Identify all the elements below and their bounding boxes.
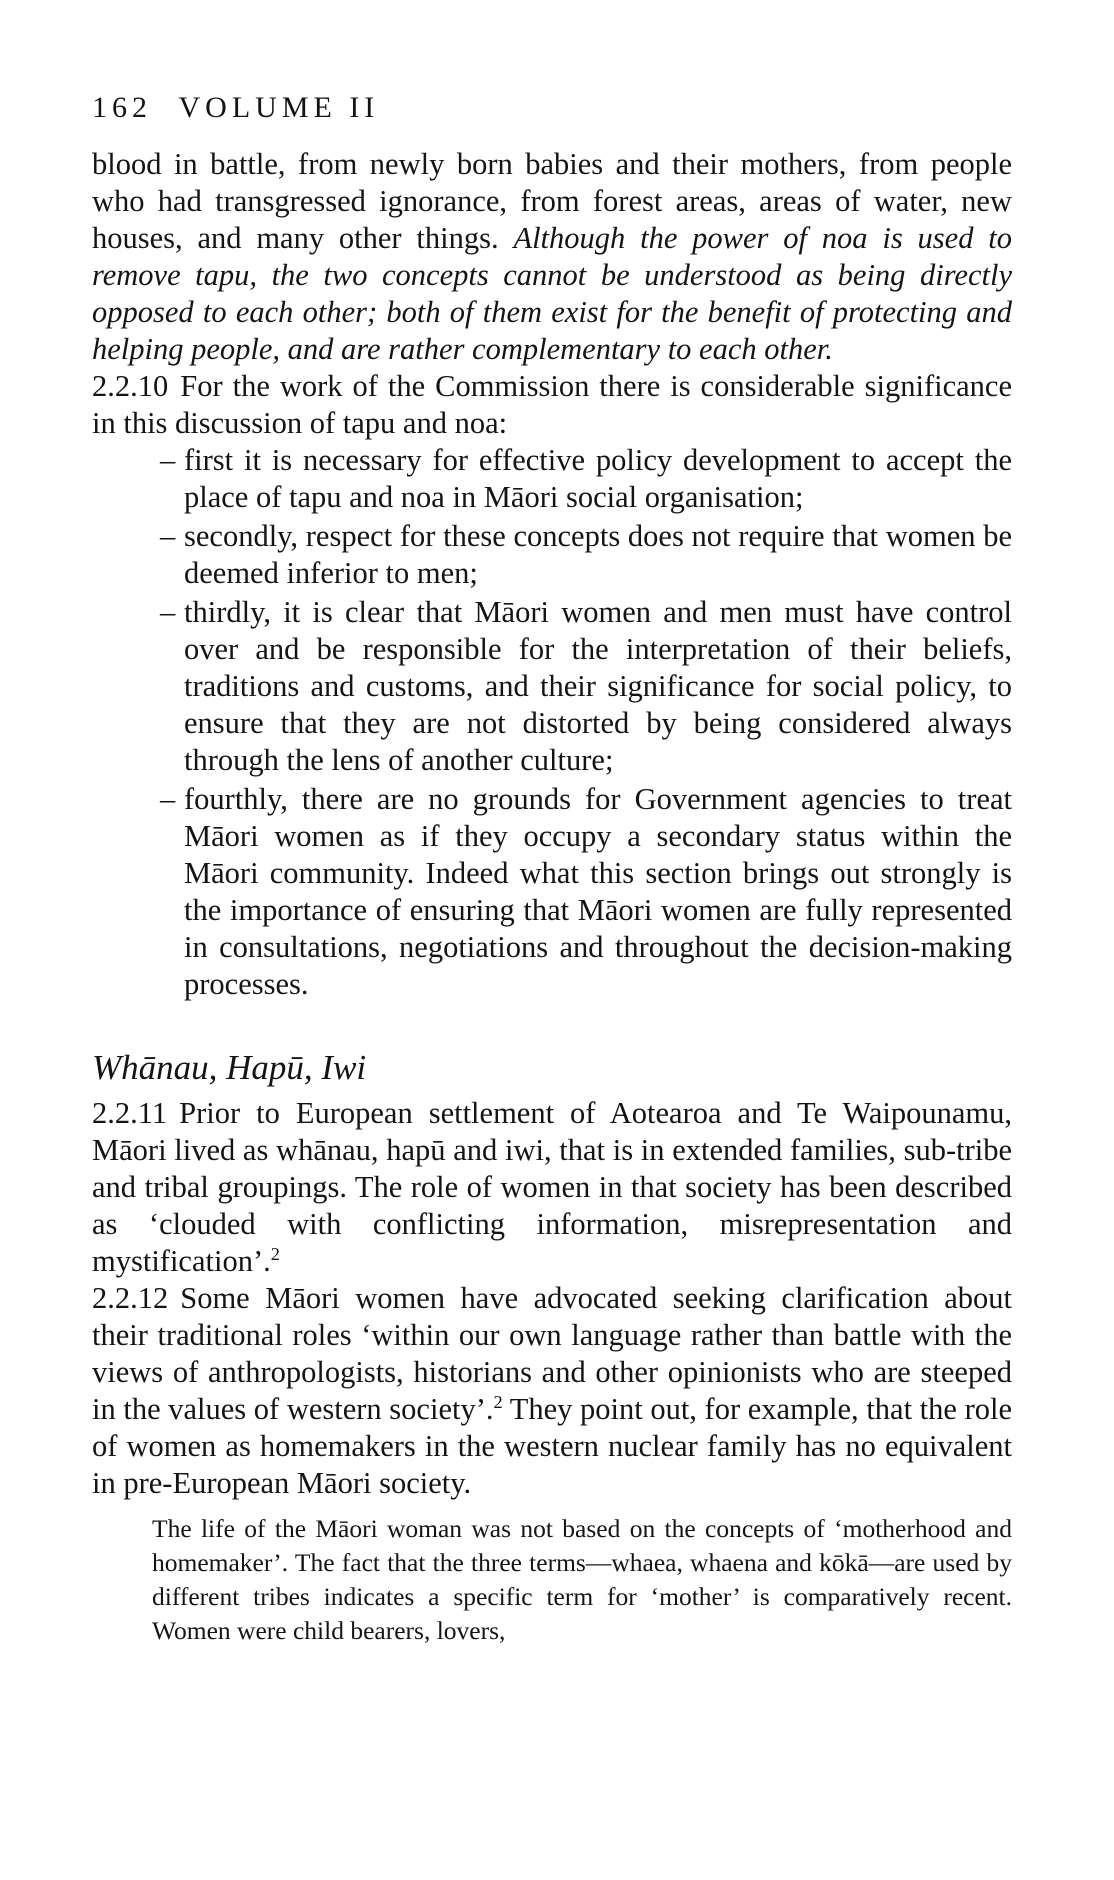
paragraph-2-2-12 <box>92 1280 1012 1502</box>
paragraph-emphasis: Although the power of noa is used to remove tapu, the two concepts cannot be understood as being directly opposed to each other; both of them exist for the benefit of protecting and helping people, and are rather complementary to each other. <box>92 221 1012 366</box>
footnote-ref: 2 <box>270 1243 280 1264</box>
paragraph-text: Prior to European settlement of Aotearoa and Te Waipounamu, Māori lived as whānau, hapū and iwi, that is in extended families, sub-tribe and tribal groupings. The role of women in that society has been described as ‘clouded with conflicting information, misrepresentation and mystification’. <box>92 1096 1012 1278</box>
block-quote: The life of the Māori woman was not based on the concepts of ‘motherhood and homemaker’. The fact that the three terms—whaea, whaena and kōkā—are used by different tribes indicates a specific term for ‘mother’ is comparatively recent. Women were child bearers, lovers, <box>152 1514 1012 1645</box>
list-item <box>92 518 1012 592</box>
list-dash: – <box>160 595 176 629</box>
section-heading: Whānau, Hapū, Iwi <box>92 1048 367 1087</box>
section-number: 2.2.10 <box>92 369 169 403</box>
list-item-text: fourthly, there are no grounds for Government agencies to treat Māori women as if they occupy a secondary status within the Māori community. Indeed what this section brings out strongly is the importance of ensuring that Māori women are fully represented in consultations, negotiations and throughout the decision-making processes. <box>184 782 1012 1001</box>
page-number: 162 <box>92 91 152 124</box>
list-item <box>92 594 1012 779</box>
paragraph-2-2-11 <box>92 1095 1012 1280</box>
document-page <box>92 88 1012 1648</box>
section-number: 2.2.11 <box>92 1096 168 1130</box>
paragraph-text: Some Māori women have advocated seeking clarification about their traditional roles ‘within our own language rather than battle with the views of anthropologists, historians and other opinionists who are steeped in the values of western society’. <box>92 1281 1012 1426</box>
section-number: 2.2.12 <box>92 1281 169 1315</box>
footnote-ref: 2 <box>493 1391 503 1412</box>
running-header <box>92 88 1012 128</box>
point-list <box>92 442 1012 1003</box>
list-item-text: secondly, respect for these concepts does not require that women be deemed inferior to men; <box>184 519 1012 590</box>
running-title: VOLUME II <box>178 91 380 124</box>
list-dash: – <box>160 519 176 553</box>
list-item-text: first it is necessary for effective policy development to accept the place of tapu and noa in Māori social organisation; <box>184 443 1012 514</box>
paragraph-text: blood in battle, from newly born babies and their mothers, from people who had transgressed ignorance, from forest areas, areas of water, new houses, and many other things. <box>92 147 1012 255</box>
paragraph-continued <box>92 146 1012 368</box>
paragraph-text: For the work of the Commission there is considerable significance in this discussion of tapu and noa: <box>92 369 1012 440</box>
list-item <box>92 442 1012 516</box>
list-dash: – <box>160 782 176 816</box>
list-item-text: thirdly, it is clear that Māori women and men must have control over and be responsible for the interpretation of their beliefs, traditions and customs, and their significance for social policy, to ensure that they are not distorted by being considered always through the lens of another culture; <box>184 595 1012 777</box>
list-dash: – <box>160 443 176 477</box>
paragraph-2-2-10 <box>92 368 1012 442</box>
list-item <box>92 781 1012 1003</box>
paragraph-text: They point out, for example, that the role of women as homemakers in the western nuclear family has no equivalent in pre-European Māori society. <box>92 1392 1012 1500</box>
